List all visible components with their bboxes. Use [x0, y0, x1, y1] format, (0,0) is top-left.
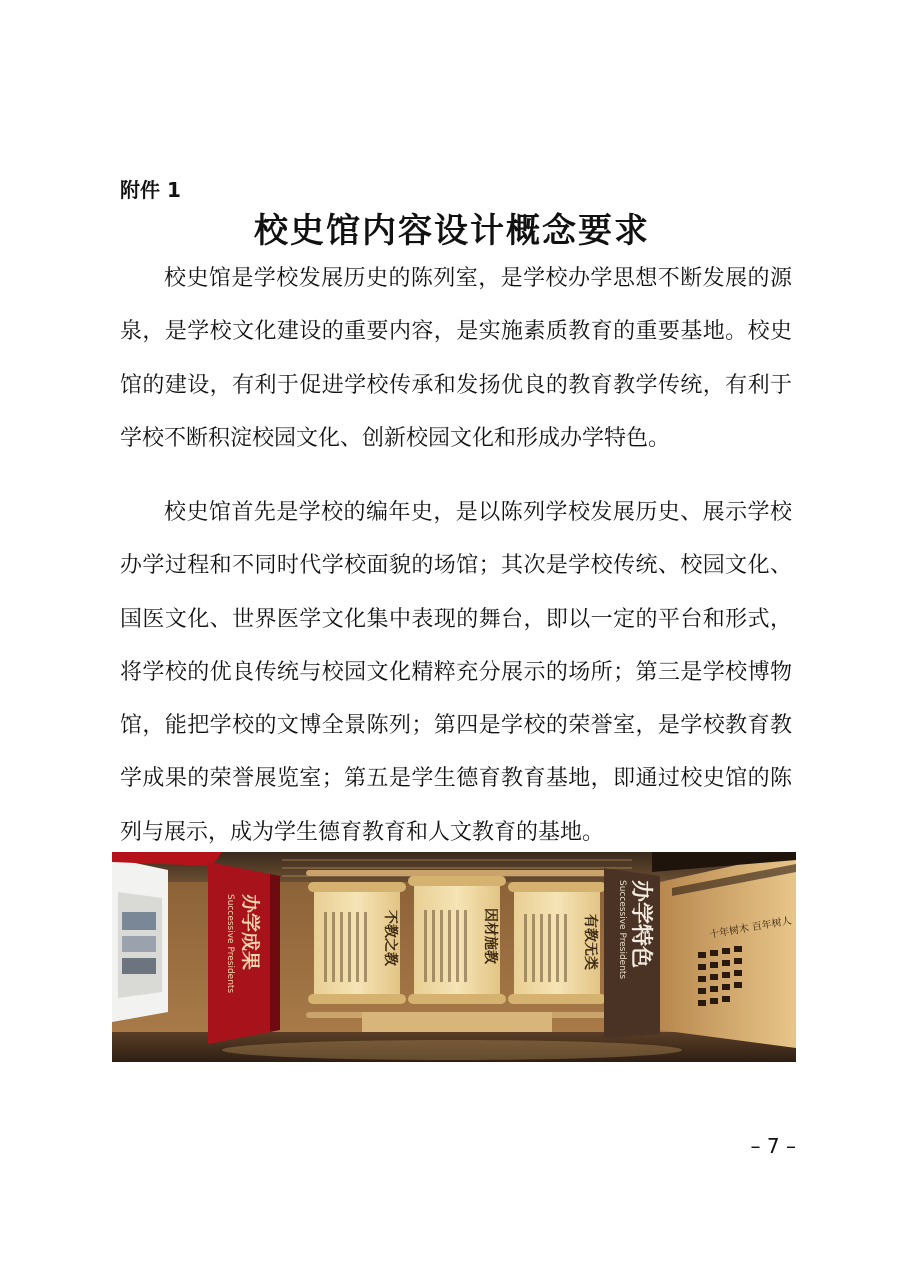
- exhibition-hall-photo: [112, 852, 796, 1062]
- attachment-label: 附件 1: [120, 178, 181, 202]
- right-panel-title: 办学特色: [628, 880, 653, 969]
- scroll-title-2: 因材施教: [482, 908, 498, 964]
- left-panel-title: 办学成果: [239, 894, 261, 971]
- document-title: 校史馆内容设计概念要求: [254, 211, 650, 251]
- scroll-title-3: 有教无类: [582, 914, 598, 970]
- paragraph-1: 校史馆是学校发展历史的陈列室，是学校办学思想不断发展的源泉，是学校文化建设的重要内容，是实施素质教育的重要基地。校史馆的建设，有利于促进学校传承和发扬优良的教育教学传统，有利于学校不断积淀校园文化、创新校园文化和形成办学特色。: [120, 266, 792, 451]
- far-wall-title: 十年树木 百年树人: [708, 915, 793, 941]
- scroll-title-1: 不教之教: [382, 910, 398, 966]
- page-number: – 7 –: [750, 1134, 796, 1158]
- paragraph-2: 校史馆首先是学校的编年史，是以陈列学校发展历史、展示学校办学过程和不同时代学校面貌的场馆；其次是学校传统、校园文化、国医文化、世界医学文化集中表现的舞台，即以一定的平台和形式，将学校的优良传统与校园文化精粹充分展示的场所；第三是学校博物馆，能把学校的文博全景陈列；第四是学校的荣誉室，是学校教育教学成果的荣誉展览室；第五是学生德育教育基地，即通过校史馆的陈列与展示，成为学生德育教育和人文教育的基地。: [120, 500, 792, 845]
- left-panel-subtitle: Successive Presidents: [225, 894, 235, 994]
- right-panel-subtitle: Successive Presidents: [617, 880, 627, 980]
